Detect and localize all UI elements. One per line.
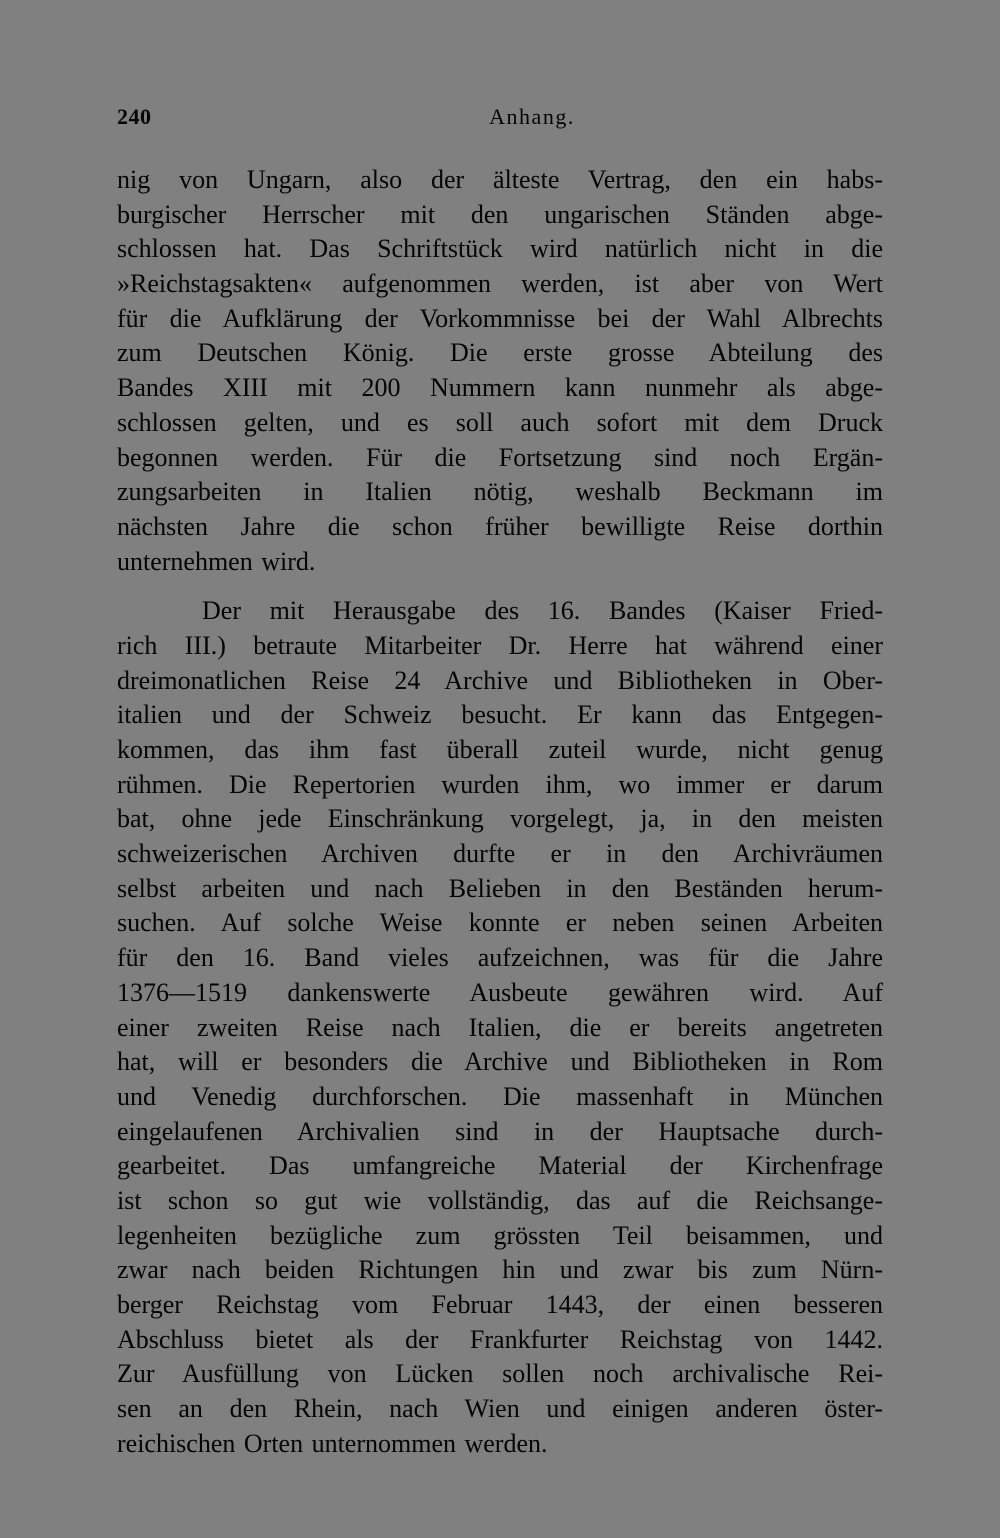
paragraph-gap (117, 579, 883, 594)
text-line: hat, will er besonders die Archive und Bibliotheken in Rom (117, 1047, 883, 1077)
text-line: zungsarbeiten in Italien nötig, weshalb Beckmann im (117, 477, 883, 507)
text-line: Zur Ausfüllung von Lücken sollen noch archivalische Rei- (117, 1359, 883, 1389)
text-line: schlossen hat. Das Schriftstück wird natürlich nicht in die (117, 234, 883, 264)
text-line: rich III.) betraute Mitarbeiter Dr. Herre hat während einer (117, 630, 883, 660)
text-line: nächsten Jahre die schon früher bewilligte Reise dorthin (117, 511, 883, 541)
text-line: schlossen gelten, und es soll auch sofort mit dem Druck (117, 407, 883, 437)
text-line: begonnen werden. Für die Fortsetzung sind noch Ergän- (117, 442, 883, 472)
text-line: und Venedig durchforschen. Die massenhaft in München (117, 1081, 883, 1111)
page-number: 240 (117, 104, 152, 129)
text-line: kommen, das ihm fast überall zuteil wurde, nicht genug (117, 735, 883, 764)
paragraph (117, 594, 883, 1461)
text-line: eingelaufenen Archivalien sind in der Hauptsache durch- (117, 1116, 883, 1146)
text-line: dreimonatlichen Reise 24 Archive und Bibliotheken in Ober- (117, 665, 883, 695)
body-text (117, 163, 883, 1461)
text-line: suchen. Auf solche Weise konnte er neben seinen Arbeiten (117, 908, 883, 938)
text-line: 1376—1519 dankenswerte Ausbeute gewähren wird. Auf (117, 977, 883, 1007)
text-line: zwar nach beiden Richtungen hin und zwar bis zum Nürn- (117, 1255, 883, 1285)
text-line: für den 16. Band vieles aufzeichnen, was für die Jahre (117, 943, 883, 973)
text-line: nig von Ungarn, also der älteste Vertrag, den ein habs- (117, 165, 883, 194)
text-line: legenheiten bezügliche zum grössten Teil beisammen, und (117, 1220, 883, 1250)
text-line: ist schon so gut wie vollständig, das auf die Reichsange- (117, 1185, 883, 1215)
text-line: Bandes XIII mit 200 Nummern kann nunmehr als abge- (117, 373, 883, 403)
text-line: Abschluss bietet als der Frankfurter Reichstag von 1442. (117, 1324, 883, 1354)
text-line: gearbeitet. Das umfangreiche Material der Kirchenfrage (117, 1151, 883, 1181)
text-line: burgischer Herrscher mit den ungarischen Ständen abge- (117, 199, 883, 229)
text-line: Der mit Herausgabe des 16. Bandes (Kaiser Fried- (202, 596, 883, 626)
page-header (117, 104, 883, 134)
text-line: berger Reichstag vom Februar 1443, der einen besseren (117, 1290, 883, 1319)
text-line: reichischen Orten unternommen werden. (117, 1428, 548, 1458)
text-line: sen an den Rhein, nach Wien und einigen anderen öster- (117, 1394, 883, 1424)
text-line: selbst arbeiten und nach Belieben in den Beständen herum- (117, 873, 883, 903)
text-line: italien und der Schweiz besucht. Er kann das Entgegen- (117, 700, 883, 730)
text-line: rühmen. Die Repertorien wurden ihm, wo immer er darum (117, 769, 883, 799)
paragraph (117, 163, 883, 579)
text-line: für die Aufklärung der Vorkommnisse bei der Wahl Albrechts (117, 303, 883, 333)
text-line: zum Deutschen König. Die erste grosse Abteilung des (117, 338, 883, 368)
text-line: unternehmen wird. (117, 546, 316, 576)
running-head: Anhang. (489, 104, 575, 129)
text-line: »Reichstagsakten« aufgenommen werden, ist aber von Wert (117, 269, 883, 299)
text-line: einer zweiten Reise nach Italien, die er bereits angetreten (117, 1012, 883, 1042)
text-line: schweizerischen Archiven durfte er in den Archivräumen (117, 839, 883, 869)
text-line: bat, ohne jede Einschränkung vorgelegt, ja, in den meisten (117, 804, 883, 834)
